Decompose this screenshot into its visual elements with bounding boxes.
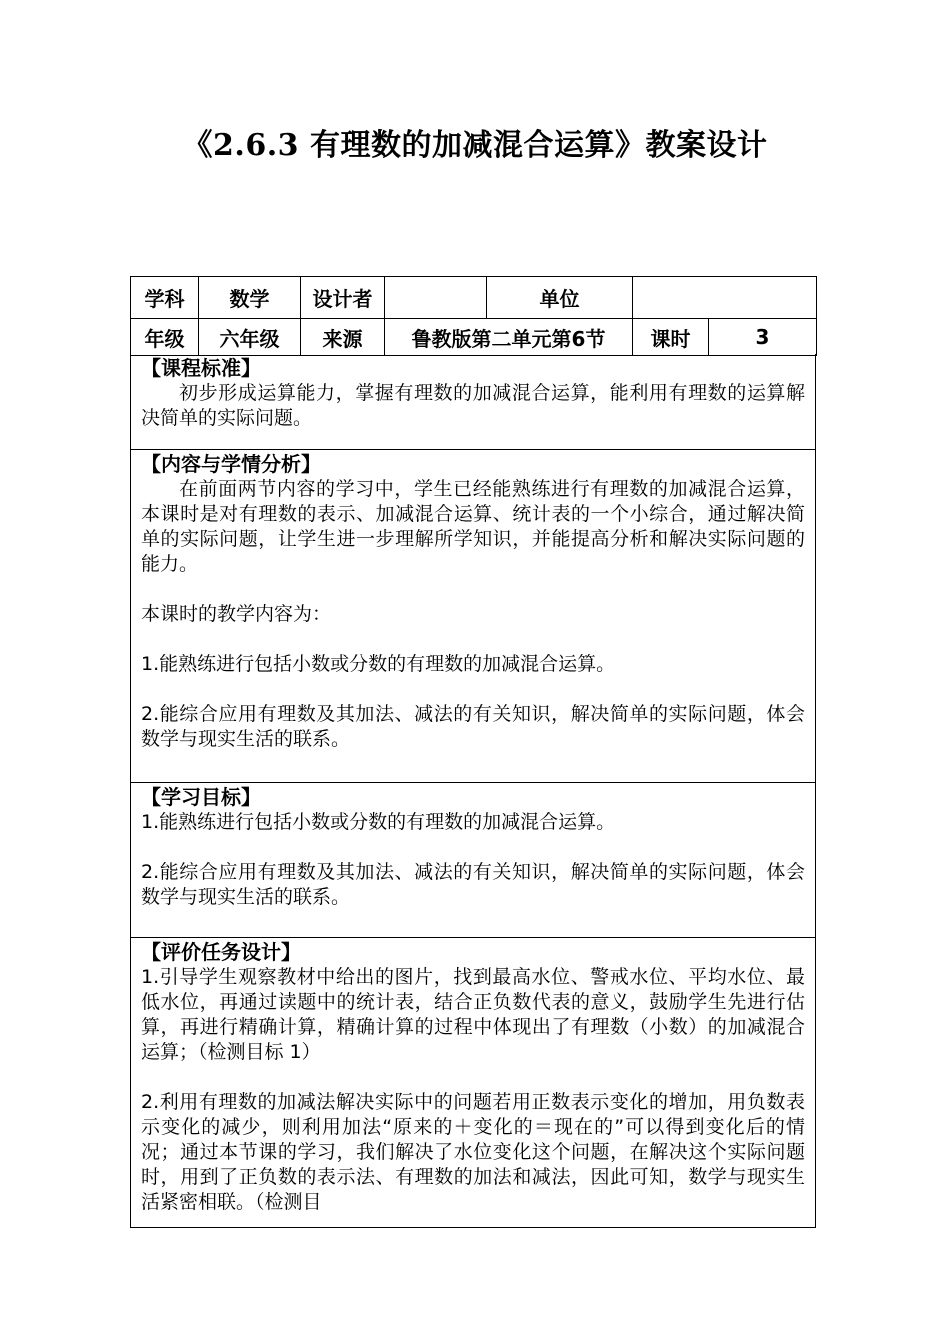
learning-goals-heading: 【学习目标】 <box>141 785 261 809</box>
source-value: 鲁教版第二单元第6节 <box>385 319 633 356</box>
task-item-1: 1.引导学生观察教材中给出的图片，找到最高水位、警戒水位、平均水位、最低水位，再通过读题中的统计表，结合正负数代表的意义，鼓励学生先进行估算，再进行精确计算，精确计算的过程中体现出了有理数（小数）的加减混合运算；（检测目标 1） <box>141 966 805 1063</box>
grade-value: 六年级 <box>199 319 301 356</box>
info-row-1 <box>131 277 817 319</box>
section-evaluation-tasks <box>130 938 816 1228</box>
unit-label: 单位 <box>487 277 633 319</box>
unit-value <box>633 277 817 319</box>
content-intro: 本课时的教学内容为： <box>141 603 332 625</box>
designer-label: 设计者 <box>301 277 385 319</box>
section-content-analysis <box>130 450 816 783</box>
period-label: 课时 <box>633 319 709 356</box>
goal-item-1: 1.能熟练进行包括小数或分数的有理数的加减混合运算。 <box>141 811 616 833</box>
subject-value: 数学 <box>199 277 301 319</box>
section-course-standard <box>130 354 816 450</box>
task-item-2: 2.利用有理数的加减法解决实际中的问题若用正数表示变化的增加，用负数表示变化的减少，则利用加法“原来的＋变化的＝现在的”可以得到变化后的情况；通过本节课的学习，我们解决了水位变化这个问题，在解决这个实际问题时，用到了正负数的表示法、有理数的加法和减法，因此可知，数学与现实生活紧密相联。（检测目 <box>141 1091 805 1213</box>
designer-value <box>385 277 487 319</box>
period-value: 3 <box>709 319 817 356</box>
goal-item-2: 2.能综合应用有理数及其加法、减法的有关知识，解决简单的实际问题，体会数学与现实生活的联系。 <box>141 861 805 908</box>
content-item-1: 1.能熟练进行包括小数或分数的有理数的加减混合运算。 <box>141 653 616 675</box>
subject-label: 学科 <box>131 277 199 319</box>
content-analysis-text: 在前面两节内容的学习中，学生已经能熟练进行有理数的加减混合运算，本课时是对有理数的表示、加减混合运算、统计表的一个小综合，通过解决简单的实际问题，让学生进一步理解所学知识，并能提高分析和解决实际问题的能力。 <box>141 478 805 575</box>
content-analysis-heading: 【内容与学情分析】 <box>141 452 321 476</box>
source-label: 来源 <box>301 319 385 356</box>
course-standard-text: 初步形成运算能力，掌握有理数的加减混合运算，能利用有理数的运算解决简单的实际问题。 <box>141 382 805 429</box>
lesson-info-table <box>130 276 817 356</box>
grade-label: 年级 <box>131 319 199 356</box>
evaluation-tasks-heading: 【评价任务设计】 <box>141 940 301 964</box>
content-item-2: 2.能综合应用有理数及其加法、减法的有关知识，解决简单的实际问题，体会数学与现实生活的联系。 <box>141 703 805 750</box>
course-standard-heading: 【课程标准】 <box>141 356 261 380</box>
info-row-2 <box>131 319 817 356</box>
section-learning-goals <box>130 783 816 938</box>
document-title: 《2.6.3 有理数的加减混合运算》教案设计 <box>182 128 768 163</box>
